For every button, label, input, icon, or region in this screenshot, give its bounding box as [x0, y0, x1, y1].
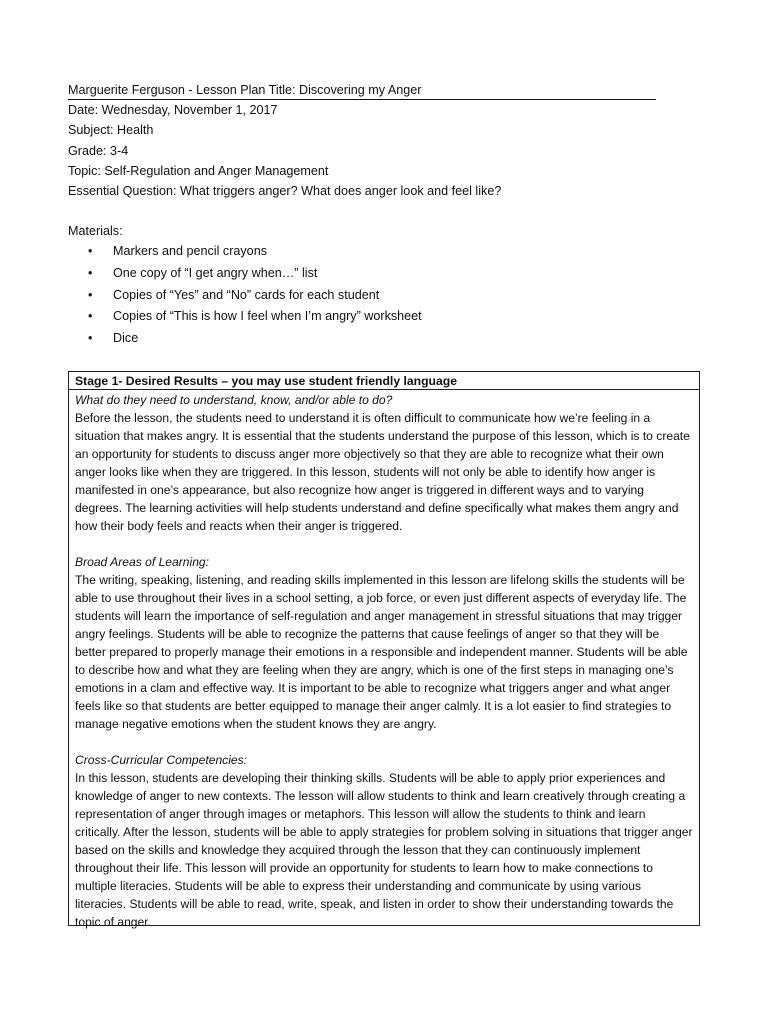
- subject-line: Subject: Health: [68, 123, 154, 138]
- broad-areas-subheading: Broad Areas of Learning:: [75, 555, 210, 569]
- materials-section: [68, 221, 708, 349]
- materials-item: • Copies of “Yes” and “No” cards for each student: [68, 285, 708, 307]
- cross-curricular-paragraph: In this lesson, students are developing their thinking skills. Students will be able to apply prior experiences and knowledge of anger to new contexts. The lesson will allow students to think and learn creatively through creating a representation of anger through images or metaphors. This lesson will allow the students to think and learn critically. After the lesson, students will be able to apply strategies for problem solving in situations that trigger anger based on the skills and knowledge they acquired through the lesson that they can continuously implement throughout their life. This lesson will provide an opportunity for students to learn how to make connections to multiple literacies. Students will be able to express their understanding and communicate by using various literacies. Students will be able to read, write, speak, and listen in order to show their understanding towards the topic of anger.: [75, 771, 693, 929]
- topic-line: Topic: Self-Regulation and Anger Management: [68, 163, 329, 178]
- essential-question-line: Essential Question: What triggers anger? What does anger look and feel like?: [68, 184, 502, 199]
- stage1-heading: Stage 1- Desired Results – you may use student friendly language: [69, 372, 699, 390]
- grade-line: Grade: 3-4: [68, 143, 129, 158]
- understand-subheading: What do they need to understand, know, and/or able to do?: [75, 393, 393, 407]
- broad-areas-paragraph: The writing, speaking, listening, and reading skills implemented in this lesson are lifelong skills the students will be able to use throughout their lives in a school setting, a job force, or even just different aspects of everyday life. The students will learn the importance of self-regulation and anger management in stressful situations that may trigger angry feelings. Students will be able to recognize the patterns that cause feelings of anger so that they will be better prepared to properly manage their emotions in a responsible and independent manner. Students will be able to describe how and what they are feeling when they are angry, which is one of the first steps in managing one’s emotions in a clam and effective way. It is important to be able to recognize what triggers anger and what anger feels like so that students are better equipped to manage their anger calmly. It is a lot easier to find strategies to manage negative emotions when the student knows they are angry.: [75, 573, 688, 731]
- cross-curricular-subheading: Cross-Curricular Competencies:: [75, 753, 248, 767]
- lesson-title-line: Marguerite Ferguson - Lesson Plan Title: Discovering my Anger: [68, 82, 656, 100]
- paragraph-spacer: [75, 733, 693, 751]
- understand-paragraph: Before the lesson, the students need to understand it is often difficult to communicate how we’re feeling in a situation that makes angry. It is essential that the students understand the purpose of this lesson, which is to create an opportunity for students to discuss anger more objectively so that they are able to recognize what their own anger looks like when they are triggered. In this lesson, students will not only be able to identify how anger is manifested in one’s appearance, but also recognize how anger is triggered in different ways and to varying degrees. The learning activities will help students understand and define specifically what makes them angry and how their body feels and reacts when their anger is triggered.: [75, 411, 690, 533]
- materials-label: Materials:: [68, 224, 123, 239]
- stage1-table: [68, 371, 700, 929]
- date-line: Date: Wednesday, November 1, 2017: [68, 103, 278, 118]
- materials-item: • Copies of “This is how I feel when I’m angry” worksheet: [68, 306, 708, 328]
- materials-item: • Markers and pencil crayons: [68, 241, 708, 263]
- materials-item: • One copy of “I get angry when…” list: [68, 263, 708, 285]
- materials-item: • Dice: [68, 328, 708, 350]
- lesson-header: [68, 80, 708, 349]
- stage1-body: [69, 390, 699, 931]
- paragraph-spacer: [75, 535, 693, 553]
- materials-list: [68, 241, 708, 349]
